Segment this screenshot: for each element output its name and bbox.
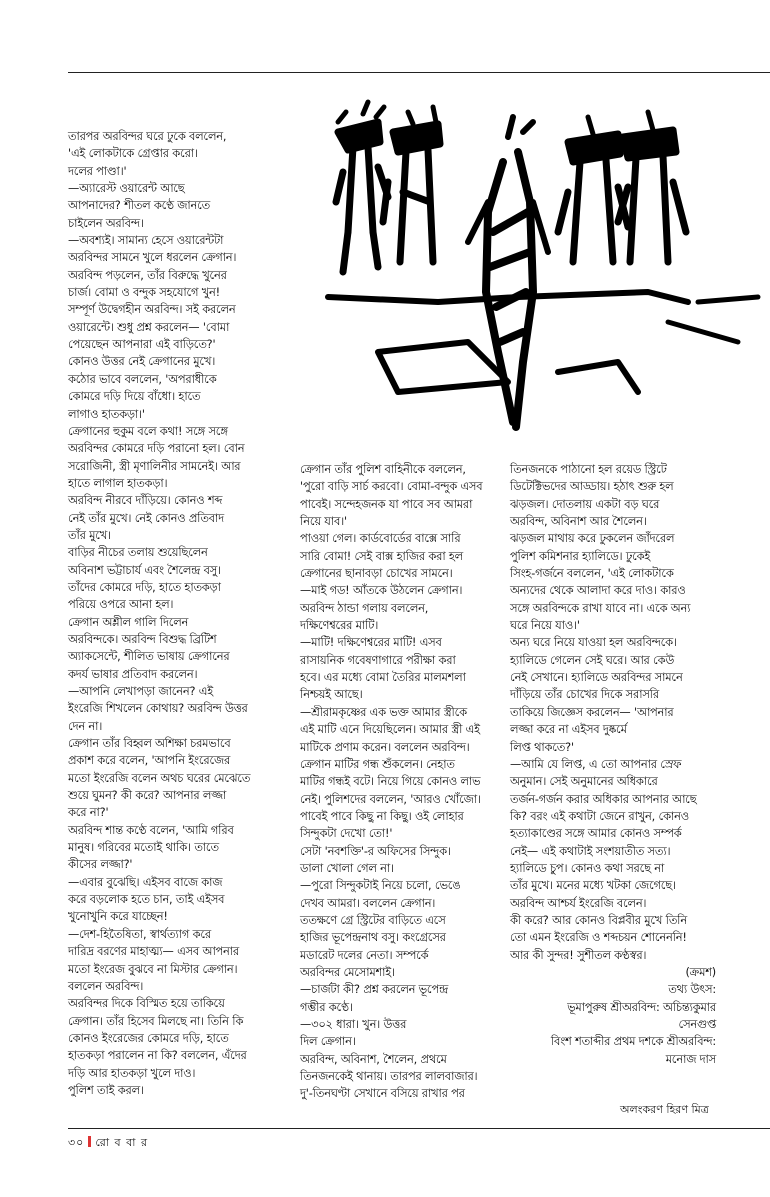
source-title: বিংশ শতাব্দীর প্রথম দশকে শ্রীঅরবিন্দ: — [550, 1035, 716, 1049]
paragraph: অরবিন্দ নীরবে দাঁড়িয়ে। কোনও শব্দ নেই তাঁর মুখে। নেই কোনও প্রতিবাদ তাঁর মুখে। — [68, 494, 224, 542]
paragraph: —অ্যারেস্ট ওয়ারেন্ট আছে আপনাদের? শীতল কণ্ঠে জানতে চাইলেন অরবিন্দ। — [68, 182, 210, 230]
paragraph: ক্রেগানের হুকুম বলে কথা! সঙ্গে সঙ্গে অরবিন্দর কোমরে দড়ি পরানো হল। বোন সরোজিনী, স্ত্রী মৃণালিনীর সামনেই। আর হাতে লাগাল হাতকড়া। — [68, 424, 245, 490]
continued-note: (ক্রমশ) — [685, 965, 716, 979]
paragraph: অরবিন্দ পড়লেন, তাঁর বিরুদ্ধে খুনের চার্জ। বোমা ও বন্দুক সহযোগে খুন! — [68, 268, 227, 300]
paragraph: —আমি যে লিপ্ত, এ তো আপনার স্রেফ অনুমান। সেই অনুমানের অধিকারে তর্জন-গর্জন করার অধিকার আপনার আছে কি? বরং এই কথাটা জেনে রাখুন, কোনও হত্যাকাণ্ডের সঙ্গে আমার কোনও সম্পর্ক নেই— এই কথাটাই সংশয়াতীত সত্য। — [510, 757, 697, 858]
paragraph: —পুরো সিন্দুকটাই নিয়ে চলো, ভেঙে দেখব আমরা। বললেন ক্রেগান। — [300, 879, 461, 910]
bottom-rule — [68, 1128, 770, 1129]
text-column-3 — [510, 461, 716, 1068]
paragraph: —চার্জটা কী? প্রশ্ন করলেন ভূপেন্দ্র গম্ভীর কণ্ঠে। — [300, 983, 448, 1014]
paragraph: পাওয়া গেল। কার্ডবোর্ডের বাক্সে সারি সারি বোমা! সেই বাক্স হাজির করা হল ক্রেগানের ছানাবড়া চোখের সামনে। — [300, 532, 463, 581]
source-author: মনোজ দাস — [665, 1052, 716, 1066]
top-rule — [68, 72, 770, 73]
text-column-2 — [300, 461, 504, 1103]
illustration-credit: অলংকরণ হিরণ মিত্র — [620, 1103, 709, 1116]
paragraph: অরবিন্দ শান্ত কণ্ঠে বলেন, 'আমি গরিব মানুষ। গরিবের মতোই থাকি। তাতে কীসের লজ্জা?' — [68, 823, 234, 872]
paragraph: —অবশ্যই। সামান্য হেসে ওয়ারেন্টটা অরবিন্দর সামনে খুলে ধরলেন ক্রেগান। — [68, 234, 237, 265]
paragraph: —মাটি! দক্ষিণেশ্বরের মাটি! এসব রাসায়নিক গবেষণাগারে পরীক্ষা করা হবে। এর মধ্যে বোমা তৈরির মালমশলা নিশ্চয়ই আছে। — [300, 636, 466, 702]
paragraph: কোনও উত্তর নেই ক্রেগানের মুখে। কঠোর ভাবে বললেন, 'অপরাধীকে কোমরে দড়ি দিয়ে বাঁধো। হাতে লাগাও হাতকড়া।' — [68, 355, 217, 421]
source-title: ভূমাপুরুষ শ্রীঅরবিন্দ: অচিন্ত্যকুমার — [567, 1000, 716, 1014]
paragraph: বাড়ির নীচের তলায় শুয়েছিলেন অবিনাশ ভট্টাচার্য এবং শৈলেন্দ্র বসু। তাঁদের কোমরে দড়ি, হাতে হাতকড়া পরিয়ে ওপরে আনা হল। — [68, 546, 221, 612]
paragraph: ততক্ষণে গ্রে স্ট্রিটের বাড়িতে এসে হাজির ভূপেন্দ্রনাথ বসু। কংগ্রেসের মডারেট দলের নেতা। সম্পর্কে অরবিন্দর মেসোমশাই। — [300, 913, 446, 979]
paragraph: তারপর অরবিন্দর ঘরে ঢুকে বললেন, 'এই লোকটাকে গ্রেপ্তার করো। দলের পাণ্ডা।' — [68, 130, 227, 178]
source-author: সেনগুপ্ত — [678, 1018, 716, 1031]
paragraph: —শ্রীরামকৃষ্ণের এক ভক্ত আমার স্ত্রীকে এই মাটি এনে দিয়েছিলেন। আমার স্ত্রী এই মাটিকে প্রণাম করেন। বললেন অরবিন্দ। — [300, 705, 480, 754]
paragraph: সেটা 'নবশক্তি'-র অফিসের সিন্দুক। ডালা খোলা গেল না। — [300, 844, 451, 875]
paragraph: ক্রেগান তাঁর বিহ্বল অশিক্ষা চরমভাবে প্রকাশ করে বলেন, 'আপনি ইংরেজের মতো ইংরেজি বলেন অথচ ঘরের মেঝেতে শুয়ে ঘুমন? কী করে? আপনার লজ্জা করে না?' — [68, 737, 251, 820]
separator-bar — [88, 1136, 91, 1147]
page-number: ৩০ — [68, 1136, 85, 1149]
paragraph: অরবিন্দ ঠান্ডা গলায় বললেন, দক্ষিণেশ্বরের মাটি। — [300, 601, 429, 633]
paragraph: —এবার বুঝেছি। এইসব বাজে কাজ করে বড়লোক হতে চান, তাই এইসব খুনোখুনি করে যাচ্ছেন! — [68, 875, 225, 924]
magazine-name: রো ব বা র — [95, 1136, 148, 1149]
paragraph: ক্রেগান মাটির গন্ধ শুঁকলেন। নেহাত মাটির গন্ধই বটে। নিয়ে গিয়ে কোনও লাভ নেই। পুলিশদের বললেন, 'আরও খোঁজো। পাবেই পাবে কিছু না কিছু। ওই লোহার সিন্দুকটা দেখো তো!' — [300, 757, 481, 841]
paragraph: —৩০২ ধারা। খুন। উত্তর দিল ক্রেগান। — [300, 1018, 407, 1049]
paragraph: —মাই গড! আঁতকে উঠলেন ক্রেগান। — [300, 584, 463, 598]
paragraph: অরবিন্দর দিকে বিস্মিত হয়ে তাকিয়ে ক্রেগান। তাঁর হিসেব মিলছে না। তিনি কি কোনও ইংরেজের কোমরে দড়ি, হাতে হাতকড়া পরালেন না কি? বললেন, এঁদের দড়ি আর হাতকড়া খুলে দাও। — [68, 997, 247, 1080]
paragraph: পুলিশ তাই করল। — [68, 1083, 144, 1097]
paragraph: ক্রেগান তাঁর পুলিশ বাহিনীকে বললেন, 'পুরো বাড়ি সার্চ করবো। বোমা-বন্দুক এসব পাবেই। সন্দেহজনক যা পাবে সব আমরা নিয়ে যাব।' — [300, 463, 483, 529]
paragraph: তিনজনকে পাঠানো হল রয়েড স্ট্রিটে ডিটেক্টিভদের আড্ডায়। হঠাৎ শুরু হল ঝড়জল। দোতলায় একটা বড় ঘরে অরবিন্দ, অবিনাশ আর শৈলেন। — [510, 463, 674, 529]
paragraph: —আপনি লেখাপড়া জানেন? এই ইংরেজি শিখলেন কোথায়? অরবিন্দ উত্তর দেন না। — [68, 685, 248, 733]
ink-illustration — [318, 92, 768, 462]
text-column-1 — [68, 128, 286, 1099]
paragraph: সম্পূর্ণ উদ্বেগহীন অরবিন্দ। সই করলেন ওয়ারেন্টে। শুধু প্রশ্ন করলেন— 'বোমা পেয়েছেন আপনারা এই বাড়িতে?' — [68, 303, 236, 352]
paragraph: ক্রেগান অশ্লীল গালি দিলেন অরবিন্দকে। অরবিন্দ বিশুদ্ধ ব্রিটিশ অ্যাকসেন্টে, শীলিত ভাষায় ক্রেগানের কদর্য ভাষার প্রতিবাদ করলেন। — [68, 615, 230, 681]
page-footer — [68, 1134, 148, 1153]
paragraph: অন্য ঘরে নিয়ে যাওয়া হল অরবিন্দকে। হ্যালিডে গেলেন সেই ঘরে। আর কেউ নেই সেখানে। হ্যালিডে অরবিন্দর সামনে দাঁড়িয়ে তাঁর চোখের দিকে সরাসরি তাকিয়ে জিজ্ঞেস করলেন— 'আপনার লজ্জা করে না এইসব দুষ্কর্মে লিপ্ত থাকতে?' — [510, 636, 683, 754]
paragraph: হ্যালিডে চুপ। কোনও কথা সরছে না তাঁর মুখে। মনের মধ্যে খটকা জেগেছে। অরবিন্দ আশ্চর্য ইংরেজি বলেন। কী করে? আর কোনও বিপ্লবীর মুখে তিনি তো এমন ইংরেজি ও শব্দচয়ন শোনেননি! আর কী সুন্দর! সুশীতল কণ্ঠস্বর। — [510, 861, 687, 962]
paragraph: অরবিন্দ, অবিনাশ, শৈলেন, প্রথমে তিনজনকেই থানায়। তারপর লালবাজার। দু'-তিনঘণ্টা সেখানে বসিয়ে রাখার পর — [300, 1052, 478, 1101]
paragraph: ঝড়জল মাথায় করে ঢুকলেন জাঁদরেল পুলিশ কমিশনার হ্যালিডে। ঢুকেই সিংহ-গর্জনে বললেন, 'এই লোকটাকে অন্যদের থেকে আলাদা করে দাও। কারও সঙ্গে অরবিন্দকে রাখা যাবে না। একে অন্য ঘরে নিয়ে যাও।' — [510, 532, 691, 633]
sources-heading: তথ্য উৎস: — [668, 983, 716, 997]
paragraph: —দেশ-হিতৈষিতা, স্বার্থত্যাগ করে দারিদ্র বরণের মাহাত্ম্য— এসব আপনার মতো ইংরেজ বুঝবে না মিস্টার ক্রেগান। বললেন অরবিন্দ। — [68, 927, 239, 993]
